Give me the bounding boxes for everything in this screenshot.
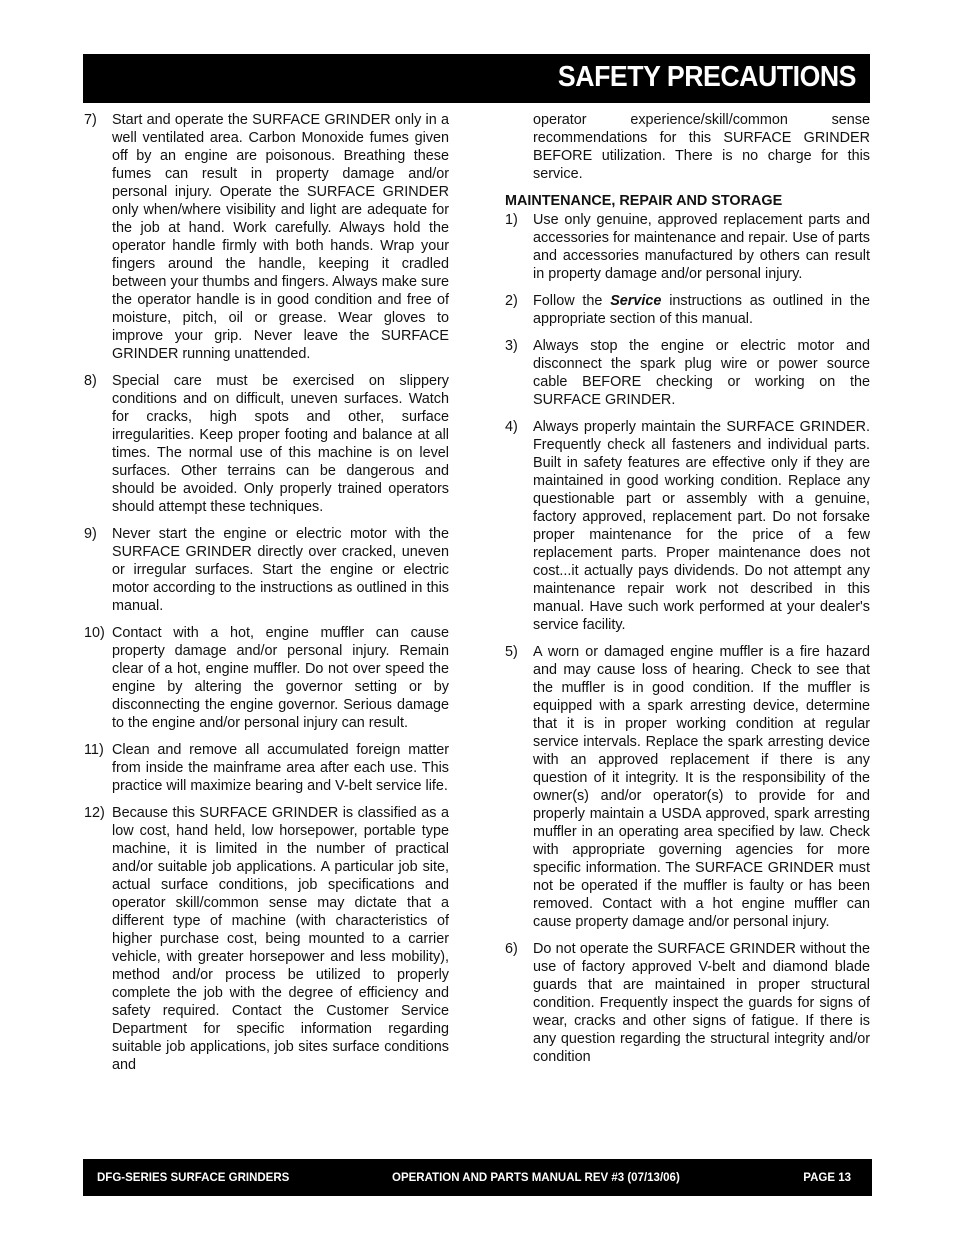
item-number: 5) (505, 644, 518, 660)
item-number: 3) (505, 338, 518, 354)
list-item-5 (505, 643, 870, 931)
left-column (84, 111, 449, 1083)
list-item-10 (84, 624, 449, 732)
footer-manual-title: OPERATION AND PARTS MANUAL REV #3 (07/13/06) (392, 1172, 680, 1184)
item-number: 6) (505, 941, 518, 957)
item-number: 4) (505, 419, 518, 435)
item-text: Do not operate the SURFACE GRINDER without the use of factory approved V-belt and diamond blade guards that are maintained in proper structural condition. Frequently inspect the guards for signs of wear, cracks and other signs of fatigue. If there is any question regarding the structural integrity and/or condition (533, 941, 870, 1065)
page-title: SAFETY PRECAUTIONS (557, 61, 856, 93)
item-text: Never start the engine or electric motor with the SURFACE GRINDER directly over cracked, uneven or irregular surfaces. Start the engine or electric motor according to the instructions as outlined in this manual. (112, 526, 449, 614)
right-column (505, 111, 870, 1075)
item-text: Clean and remove all accumulated foreign matter from inside the mainframe area after each use. This practice will maximize bearing and V-belt service life. (112, 742, 449, 794)
page-header-bar (83, 54, 870, 103)
item-number: 9) (84, 526, 97, 542)
list-item-4 (505, 418, 870, 634)
footer-manual-series: DFG-SERIES SURFACE GRINDERS (97, 1172, 290, 1184)
item-text: Always stop the engine or electric motor and disconnect the spark plug wire or power source cable BEFORE checking or working on the SURFACE GRINDER. (533, 338, 870, 408)
list-item-9 (84, 525, 449, 615)
item-text: Always properly maintain the SURFACE GRINDER. Frequently check all fasteners and individual parts. Built in safety features are effective only if they are maintained in good working condition. Replace any questionable part or assembly with a genuine, factory approved, replacement part. Do not forsake proper maintenance for the price of a few replacement parts. Proper maintenance does not cost...it actually pays dividends. Do not attempt any maintenance repair work not described in this manual. Have such work performed at your dealer's service facility. (533, 419, 870, 633)
list-item-12 (84, 804, 449, 1074)
item-number: 11) (84, 742, 104, 758)
item-text: A worn or damaged engine muffler is a fire hazard and may cause loss of hearing. Check to see that the muffler is in good condition. If the muffler is equipped with a spark arresting device, determine that it is in proper working condition at regular service intervals. Replace the spark arresting device with an approved replacement if there is any question of it integrity. It is the responsibility of the owner(s) and/or operator(s) to provide for and properly maintain a USDA approved, spark arresting muffler in an operating area specified by law. Check with appropriate governing agencies for more specific information. The SURFACE GRINDER must not be operated if the muffler is faulty or has been removed. Contact with a hot engine muffler can cause property damage and/or personal injury. (533, 644, 870, 930)
item-text-after: instructions as outlined in the appropriate section of this manual. (533, 293, 870, 327)
list-item-6 (505, 940, 870, 1066)
list-item-1 (505, 211, 870, 283)
list-item-2 (505, 292, 870, 328)
list-item-11 (84, 741, 449, 795)
item-text: Start and operate the SURFACE GRINDER only in a well ventilated area. Carbon Monoxide fumes given off by an engine are poisonous. Breathing these fumes can result in property damage and/or personal injury. Operate the SURFACE GRINDER only when/where visibility and light are adequate for the job at hand. Work carefully. Always hold the operator handle firmly with both hands. Wrap your fingers around the handle, keeping it cradled between your thumbs and fingers. Always make sure the operator handle is in good condition and free of moisture, pitch, oil or grease. Wear gloves to improve your grip. Never leave the SURFACE GRINDER running unattended. (112, 112, 449, 362)
item-number: 7) (84, 112, 97, 128)
page-footer (83, 1159, 872, 1196)
continued-text: operator experience/skill/common sense recommendations for this SURFACE GRINDER BEFORE utilization. There is no charge for this service. (533, 112, 870, 182)
item-number: 12) (84, 805, 105, 821)
list-item-8 (84, 372, 449, 516)
item-number: 10) (84, 625, 105, 641)
item-number: 1) (505, 212, 518, 228)
list-item-3 (505, 337, 870, 409)
list-item-7 (84, 111, 449, 363)
item-number: 2) (505, 293, 518, 309)
item-text: Special care must be exercised on slippery conditions and on difficult, uneven surfaces. Watch for cracks, high spots and other, surface irregularities. Keep proper footing and balance at all times. The normal use of this machine is on level surfaces. Other terrains can be dangerous and should be avoided. Only properly trained operators should attempt these techniques. (112, 373, 449, 515)
item-text-before: Follow the (533, 293, 611, 309)
item-text: Because this SURFACE GRINDER is classified as a low cost, hand held, low horsepower, portable type machine, it is limited in the number of practical and/or suitable job applications. A particular job site, actual surface conditions, job specifications and operator skill/common sense may dictate that a different type of machine (with characteristics of higher purchase cost, being mounted to a carrier vehicle, with greater horsepower and less mobility), method and/or process be utilized to properly complete the job with the degree of efficiency and safety required. Contact the Customer Service Department for specific information regarding suitable job applications, job sites surface conditions and (112, 805, 449, 1073)
item-text: Use only genuine, approved replacement parts and accessories for maintenance and repair. Use of parts and accessories manufactured by others can result in property damage and/or personal injury. (533, 212, 870, 282)
footer-page-number: PAGE 13 (803, 1172, 851, 1184)
item-number: 8) (84, 373, 97, 389)
item-text (533, 292, 870, 328)
item-text: Contact with a hot, engine muffler can cause property damage and/or personal injury. Remain clear of a hot, engine muffler. Do not over speed the engine by altering the governor setting or by disconnecting the engine governor. Serious damage to the engine and/or personal injury can result. (112, 625, 449, 731)
service-emphasis: Service (610, 293, 662, 309)
section-heading: MAINTENANCE, REPAIR AND STORAGE (505, 193, 783, 209)
